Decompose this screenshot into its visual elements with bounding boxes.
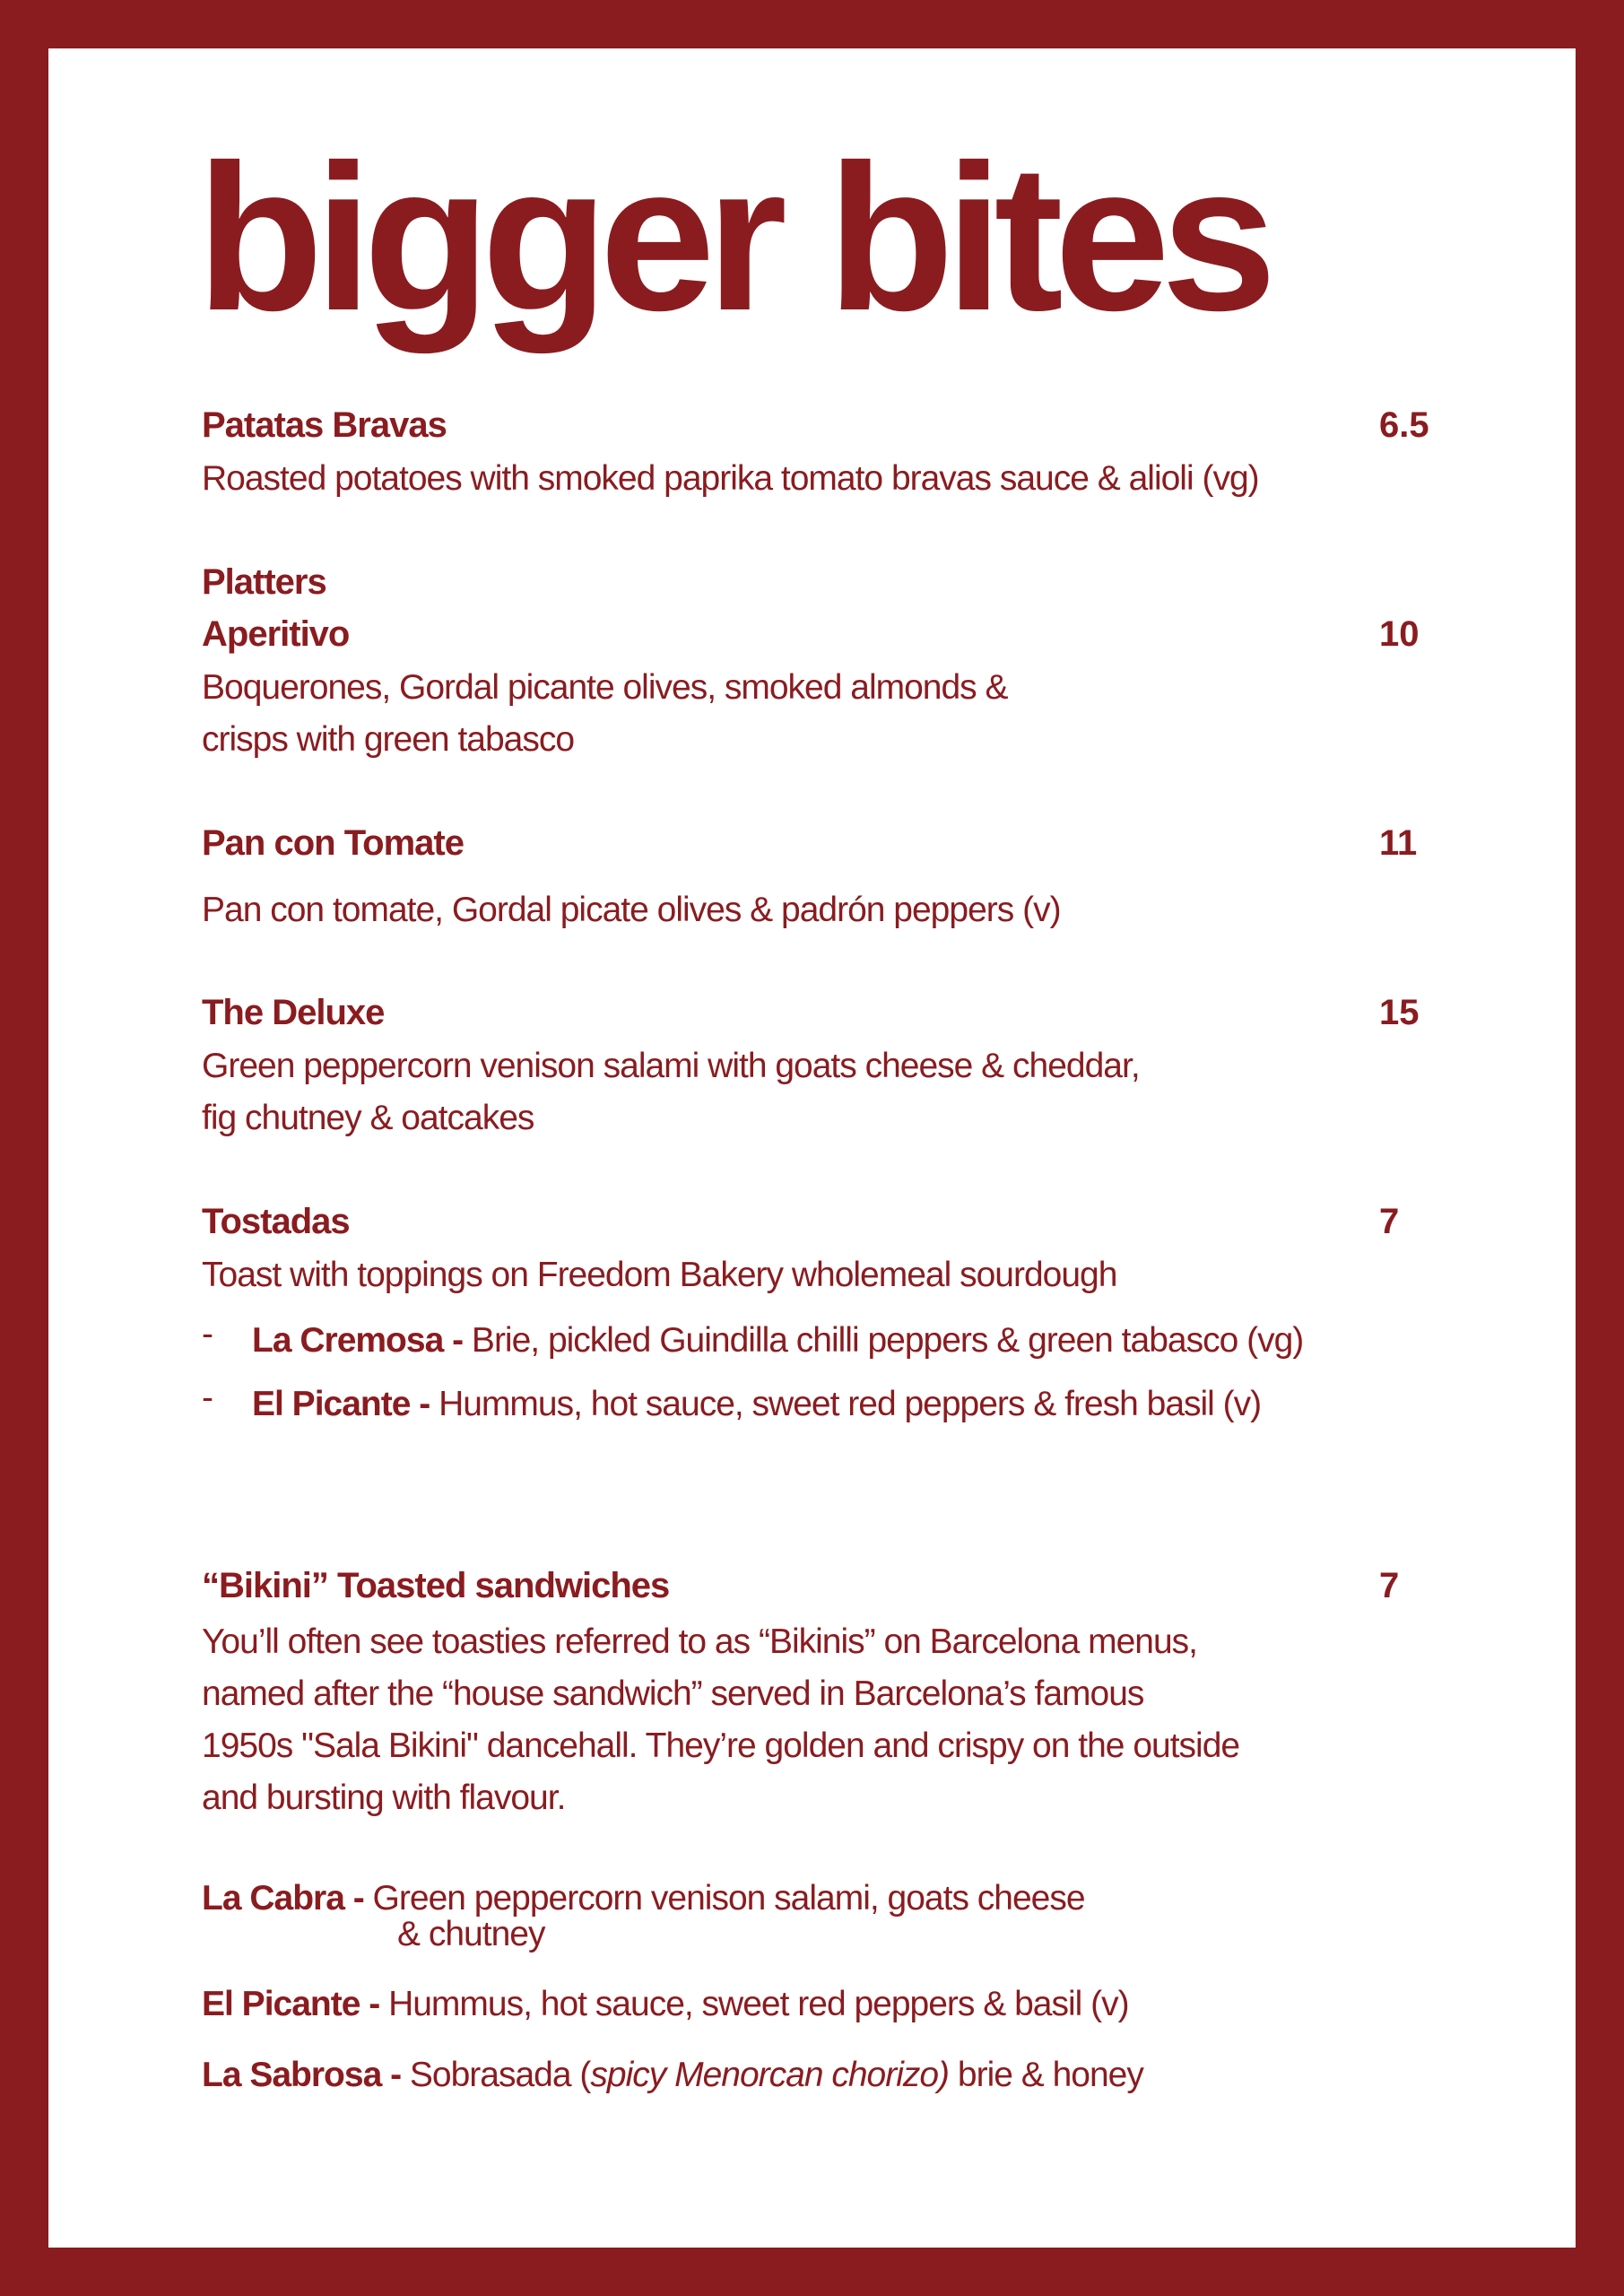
item-desc-aperitivo-line1: Boquerones, Gordal picante olives, smoked almonds & xyxy=(202,668,1008,707)
item-name-pan-con-tomate: Pan con Tomate xyxy=(202,823,464,863)
item-desc-bikini-line2: named after the “house sandwich” served in Barcelona’s famous xyxy=(202,1674,1144,1713)
sandwich-name-la-sabrosa: La Sabrosa - xyxy=(202,2056,402,2094)
item-name-bikini-toasted-sandwiches: “Bikini” Toasted sandwiches xyxy=(202,1566,670,1605)
sandwich-el-picante xyxy=(202,1979,1129,2031)
item-desc-tostadas: Toast with toppings on Freedom Bakery wholemeal sourdough xyxy=(202,1256,1117,1294)
option-name-la-cremosa: La Cremosa - xyxy=(252,1321,464,1360)
sandwich-name-la-cabra: La Cabra - xyxy=(202,1879,364,1918)
item-name-aperitivo: Aperitivo xyxy=(202,614,350,654)
sandwich-desc-el-picante: Hummus, hot sauce, sweet red peppers & basil (v) xyxy=(379,1985,1129,2023)
sandwich-name-el-picante: El Picante - xyxy=(202,1985,380,2023)
list-item xyxy=(252,1315,1303,1367)
option-desc-el-picante: Hummus, hot sauce, sweet red peppers & fresh basil (v) xyxy=(430,1385,1262,1423)
sandwich-desc-la-cabra-line2: & chutney xyxy=(397,1915,545,1953)
option-name-el-picante: El Picante - xyxy=(252,1385,430,1423)
section-heading-platters: Platters xyxy=(202,562,326,602)
item-desc-the-deluxe-line2: fig chutney & oatcakes xyxy=(202,1099,534,1137)
sandwich-la-cabra xyxy=(202,1873,1085,1925)
item-price-tostadas: 7 xyxy=(1379,1202,1400,1241)
page-title: bigger bites xyxy=(196,122,1268,354)
sandwich-desc-la-cabra-line1: Green peppercorn venison salami, goats cheese xyxy=(363,1879,1085,1918)
item-price-bikini-toasted-sandwiches: 7 xyxy=(1379,1566,1400,1605)
item-name-tostadas: Tostadas xyxy=(202,1202,350,1241)
sandwich-desc-la-sabrosa-italic: spicy Menorcan chorizo) xyxy=(590,2056,950,2094)
item-price-patatas-bravas: 6.5 xyxy=(1379,405,1429,445)
item-desc-pan-con-tomate: Pan con tomate, Gordal picate olives & padrón peppers (v) xyxy=(202,891,1061,929)
option-desc-la-cremosa: Brie, pickled Guindilla chilli peppers & green tabasco (vg) xyxy=(463,1321,1304,1360)
item-price-the-deluxe: 15 xyxy=(1379,993,1420,1032)
item-desc-bikini-line4: and bursting with flavour. xyxy=(202,1779,566,1817)
item-price-pan-con-tomate: 11 xyxy=(1379,823,1418,863)
list-bullet: - xyxy=(202,1315,213,1353)
item-desc-patatas-bravas: Roasted potatoes with smoked paprika tomato bravas sauce & alioli (vg) xyxy=(202,459,1259,498)
list-item xyxy=(252,1378,1261,1431)
sandwich-desc-la-sabrosa-pre: Sobrasada ( xyxy=(401,2056,591,2094)
item-name-patatas-bravas: Patatas Bravas xyxy=(202,405,447,445)
sandwich-desc-la-sabrosa-post: brie & honey xyxy=(949,2056,1143,2094)
item-desc-the-deluxe-line1: Green peppercorn venison salami with goats cheese & cheddar, xyxy=(202,1047,1140,1085)
item-desc-aperitivo-line2: crisps with green tabasco xyxy=(202,720,575,759)
list-bullet: - xyxy=(202,1378,213,1417)
item-desc-bikini-line3: 1950s "Sala Bikini" dancehall. They’re golden and crispy on the outside xyxy=(202,1726,1240,1765)
item-desc-bikini-line1: You’ll often see toasties referred to as “Bikinis” on Barcelona menus, xyxy=(202,1622,1198,1661)
item-name-the-deluxe: The Deluxe xyxy=(202,993,385,1032)
sandwich-la-sabrosa xyxy=(202,2049,1143,2101)
item-price-aperitivo: 10 xyxy=(1379,614,1420,654)
